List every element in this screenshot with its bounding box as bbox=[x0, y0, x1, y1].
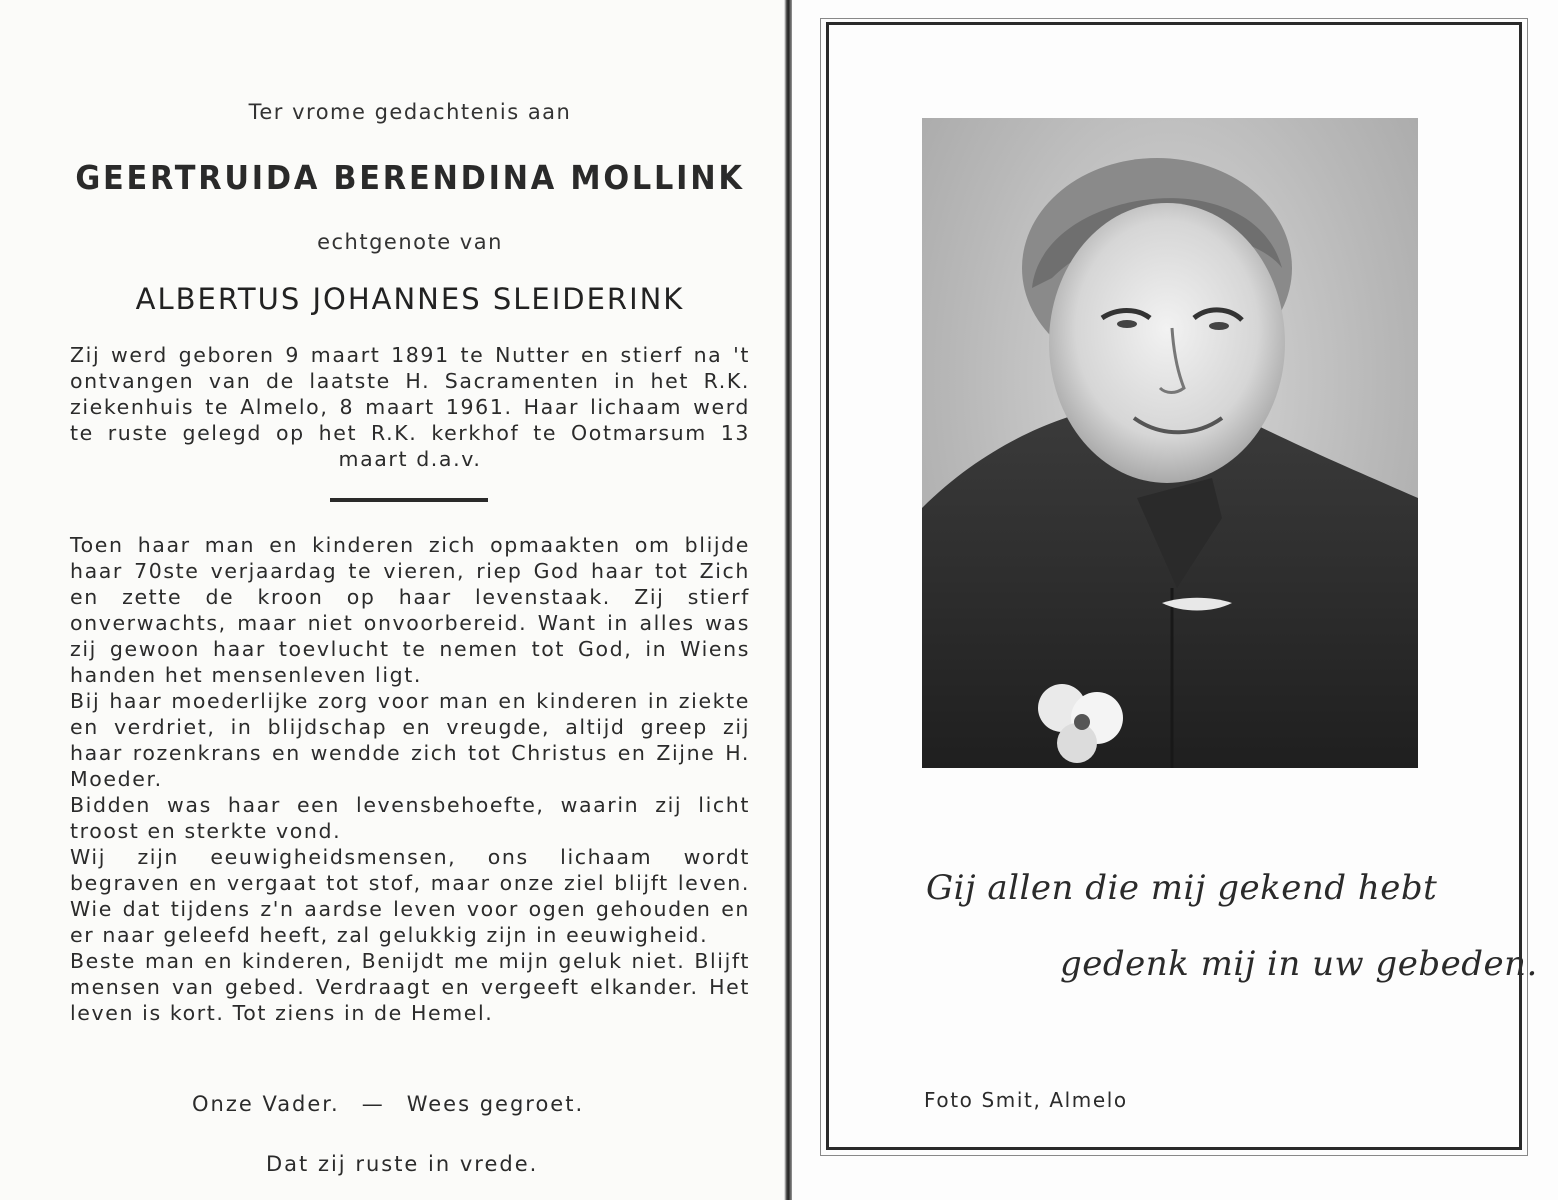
rest-in-peace: Dat zij ruste in vrede. bbox=[266, 1152, 539, 1176]
deceased-name: GEERTRUIDA BERENDINA MOLLINK bbox=[75, 158, 745, 197]
prayer-separator: — bbox=[361, 1092, 385, 1116]
biography-text: Zij werd geboren 9 maart 1891 te Nutter en stierf na 't ontvangen van de laatste H. Sacramenten in het R.K. ziekenhuis te Almelo, 8 maart 1961. Haar lichaam werd te ruste gelegd op het R.K. kerkhof te Ootmarsum 13 maart d.a.v. bbox=[70, 343, 750, 471]
prayer-hail-mary: Wees gegroet. bbox=[406, 1092, 585, 1116]
paragraph: Toen haar man en kinderen zich opmaakten om blijde haar 70ste verjaardag te vieren, riep God haar tot Zich en zette de kroon op haar levenstaak. Zij stierf onverwachts, maar niet onvoorbereid. Want in alles was zij gewoon haar toevlucht te nemen tot God, in Wiens handen het mensenleven ligt. bbox=[70, 533, 750, 687]
card-fold bbox=[784, 0, 792, 1200]
verse-line-1: Gij allen die mij gekend hebt bbox=[926, 868, 1438, 908]
biography bbox=[70, 342, 750, 472]
prayer-our-father: Onze Vader. bbox=[192, 1092, 340, 1116]
paragraph: Wij zijn eeuwigheidsmensen, ons lichaam wordt begraven en vergaat tot stof, maar onze ziel blijft leven. Wie dat tijdens z'n aardse leven voor ogen gehouden en er naar geleefd heeft, zal gelukkig zijn in eeuwigheid. bbox=[70, 845, 750, 947]
verse-line-2: gedenk mij in uw gebeden. bbox=[1060, 944, 1538, 984]
prayer-line bbox=[192, 1092, 632, 1116]
divider-rule bbox=[330, 498, 488, 502]
photo-credit: Foto Smit, Almelo bbox=[924, 1088, 1128, 1112]
portrait-photo bbox=[922, 118, 1418, 768]
spouse-name: ALBERTUS JOHANNES SLEIDERINK bbox=[135, 282, 685, 316]
relation-line: echtgenote van bbox=[317, 230, 503, 254]
portrait-illustration bbox=[922, 118, 1418, 768]
paragraph: Bij haar moederlijke zorg voor man en kinderen in ziekte en verdriet, in blijdschap en vreugde, altijd greep zij haar rozenkrans en wendde zich tot Christus en Zijne H. Moeder. bbox=[70, 689, 750, 791]
intro-line: Ter vrome gedachtenis aan bbox=[248, 100, 572, 124]
paragraph: Bidden was haar een levensbehoefte, waarin zij licht troost en sterkte vond. bbox=[70, 793, 750, 843]
reflection-text bbox=[70, 532, 750, 1026]
paragraph: Beste man en kinderen, Benijdt me mijn geluk niet. Blijft mensen van gebed. Verdraagt en vergeeft elkander. Het leven is kort. Tot ziens in de Hemel. bbox=[70, 949, 750, 1025]
